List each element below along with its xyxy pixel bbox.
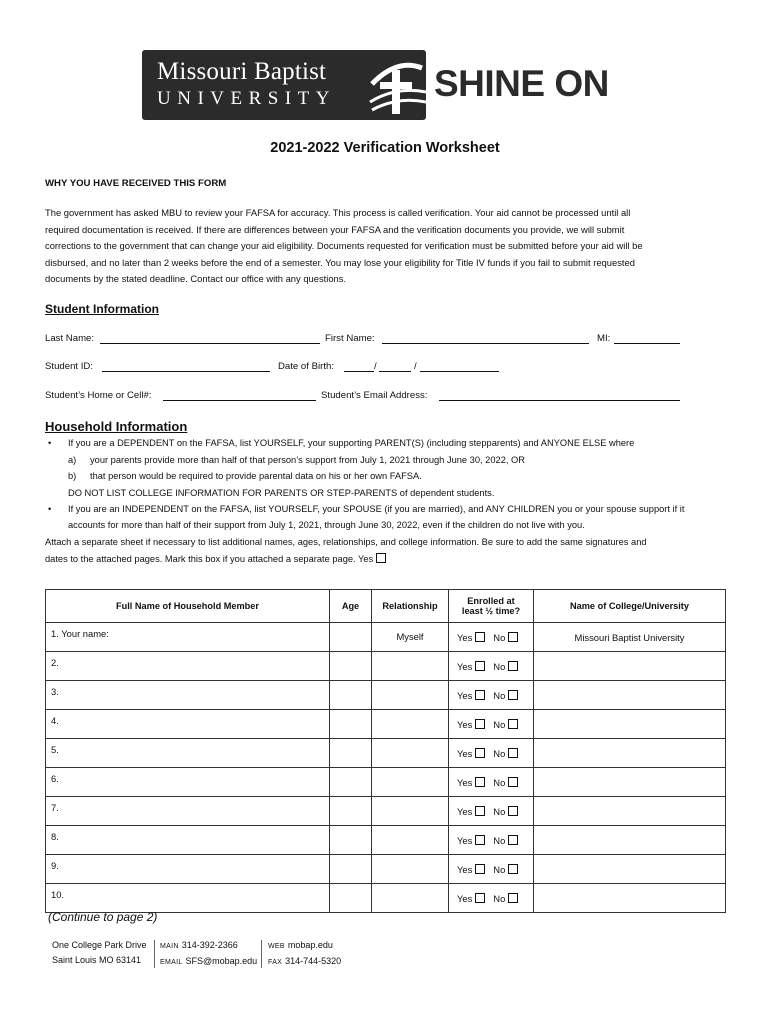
no-checkbox[interactable] xyxy=(508,661,518,671)
independent-instruction-cont: accounts for more than half of their support from July 1, 2021, through June 30, 2022, even if the children do not live with you. xyxy=(68,520,585,530)
household-info-heading: Household Information xyxy=(45,419,188,434)
college-value xyxy=(534,652,725,661)
sub-b-label: b) xyxy=(68,471,77,481)
college-cell[interactable] xyxy=(534,855,726,884)
member-name-cell[interactable] xyxy=(46,681,330,710)
row-number: 3. xyxy=(51,686,59,697)
yes-label: Yes xyxy=(457,719,473,730)
header-college: Name of College/University xyxy=(534,590,726,623)
enrolled-cell xyxy=(449,710,534,739)
dob-year-field[interactable] xyxy=(420,361,499,372)
yes-checkbox[interactable] xyxy=(475,661,485,671)
member-name-cell[interactable] xyxy=(46,826,330,855)
no-label: No xyxy=(493,893,506,904)
first-name-field[interactable] xyxy=(382,333,589,344)
no-checkbox[interactable] xyxy=(508,806,518,816)
college-value xyxy=(534,768,725,777)
relationship-value xyxy=(372,826,448,834)
footer-divider xyxy=(261,940,262,968)
header-enrolled-line1: Enrolled at xyxy=(467,596,515,606)
separate-page-checkbox[interactable] xyxy=(376,553,386,563)
age-cell[interactable] xyxy=(330,681,372,710)
address-line-2: Saint Louis MO 63141 xyxy=(52,955,142,965)
intro-line: documents by the stated deadline. Contact our office with any questions. xyxy=(45,273,347,284)
yes-label: Yes xyxy=(457,893,473,904)
member-name-cell[interactable] xyxy=(46,652,330,681)
enrolled-cell xyxy=(449,652,534,681)
member-name-cell[interactable] xyxy=(46,768,330,797)
no-label: No xyxy=(493,690,506,701)
age-cell[interactable] xyxy=(330,797,372,826)
college-cell[interactable] xyxy=(534,681,726,710)
age-cell[interactable] xyxy=(330,826,372,855)
member-name-cell[interactable] xyxy=(46,855,330,884)
relationship-value xyxy=(372,652,448,660)
no-label: No xyxy=(493,661,506,672)
age-cell[interactable] xyxy=(330,739,372,768)
college-cell[interactable] xyxy=(534,797,726,826)
footer-contact xyxy=(160,938,257,970)
intro-line: The government has asked MBU to review your FAFSA for accuracy. This process is called verification. Your aid cannot be processed until all xyxy=(45,207,631,218)
relationship-value xyxy=(372,768,448,776)
table-row xyxy=(46,710,726,739)
yes-label: Yes xyxy=(457,690,473,701)
footer-address xyxy=(52,938,147,968)
web-label: WEB xyxy=(268,943,285,950)
last-name-field[interactable] xyxy=(100,333,320,344)
no-label: No xyxy=(493,748,506,759)
relationship-cell[interactable] xyxy=(372,826,449,855)
relationship-cell[interactable] xyxy=(372,710,449,739)
yes-label: Yes xyxy=(457,864,473,875)
enrolled-cell xyxy=(449,797,534,826)
yes-checkbox[interactable] xyxy=(475,719,485,729)
yes-label: Yes xyxy=(457,661,473,672)
header-name: Full Name of Household Member xyxy=(46,590,330,623)
row-number: 1. Your name: xyxy=(51,628,109,639)
yes-label: Yes xyxy=(457,748,473,759)
footer-web-link[interactable]: mobap.edu xyxy=(287,940,333,950)
yes-label: Yes xyxy=(457,835,473,846)
relationship-cell[interactable] xyxy=(372,681,449,710)
table-row xyxy=(46,884,726,913)
college-cell[interactable] xyxy=(534,710,726,739)
row-number: 4. xyxy=(51,715,59,726)
relationship-value xyxy=(372,855,448,863)
enrolled-cell xyxy=(449,768,534,797)
college-value: Missouri Baptist University xyxy=(574,632,685,643)
no-checkbox[interactable] xyxy=(508,748,518,758)
attach-checkbox-row xyxy=(45,553,386,564)
enrolled-options xyxy=(457,806,518,817)
table-row xyxy=(46,652,726,681)
attach-instruction: Attach a separate sheet if necessary to list additional names, ages, relationships, and college information. Be sure to add the same signatures and xyxy=(45,537,647,547)
table-row xyxy=(46,797,726,826)
no-checkbox[interactable] xyxy=(508,690,518,700)
college-cell[interactable] xyxy=(534,652,726,681)
college-cell[interactable] xyxy=(534,739,726,768)
relationship-cell[interactable] xyxy=(372,739,449,768)
yes-checkbox[interactable] xyxy=(475,835,485,845)
no-label: No xyxy=(493,864,506,875)
age-cell[interactable] xyxy=(330,884,372,913)
no-label: No xyxy=(493,777,506,788)
logo-name: Missouri Baptist xyxy=(157,58,327,85)
age-cell[interactable] xyxy=(330,623,372,652)
no-label: No xyxy=(493,719,506,730)
yes-checkbox[interactable] xyxy=(475,864,485,874)
mi-field[interactable] xyxy=(614,333,680,344)
page-title: 2021-2022 Verification Worksheet xyxy=(270,140,500,156)
college-value xyxy=(534,797,725,806)
yes-checkbox[interactable] xyxy=(475,893,485,903)
enrolled-options xyxy=(457,690,518,701)
yes-checkbox[interactable] xyxy=(475,777,485,787)
why-heading: WHY YOU HAVE RECEIVED THIS FORM xyxy=(45,178,227,189)
dob-label: Date of Birth: xyxy=(278,361,334,372)
no-checkbox[interactable] xyxy=(508,864,518,874)
college-value xyxy=(534,826,725,835)
member-name-cell[interactable] xyxy=(46,623,330,652)
intro-paragraph xyxy=(45,205,705,288)
enrolled-options xyxy=(457,835,518,846)
relationship-value xyxy=(372,884,448,892)
relationship-cell[interactable] xyxy=(372,797,449,826)
enrolled-cell xyxy=(449,623,534,652)
household-table xyxy=(45,589,726,913)
yes-checkbox[interactable] xyxy=(475,748,485,758)
no-label: No xyxy=(493,632,506,643)
continue-note: (Continue to page 2) xyxy=(48,910,158,924)
fax-number: 314-744-5320 xyxy=(285,956,342,966)
sub-a-text: your parents provide more than half of that person’s support from July 1, 2021 through June 30, 2022, OR xyxy=(90,455,525,465)
relationship-cell[interactable] xyxy=(372,768,449,797)
row-number: 6. xyxy=(51,773,59,784)
college-value xyxy=(534,884,725,893)
age-cell[interactable] xyxy=(330,710,372,739)
enrolled-options xyxy=(457,893,518,904)
college-cell[interactable] xyxy=(534,623,726,652)
no-checkbox[interactable] xyxy=(508,893,518,903)
university-logo xyxy=(142,50,626,120)
name-row xyxy=(45,333,725,347)
college-cell[interactable] xyxy=(534,826,726,855)
contact-row xyxy=(45,390,725,404)
yes-label: Yes xyxy=(457,632,473,643)
do-not-list-note: DO NOT LIST COLLEGE INFORMATION FOR PARENTS OR STEP-PARENTS of dependent students. xyxy=(68,488,495,498)
college-value xyxy=(534,739,725,748)
age-cell[interactable] xyxy=(330,855,372,884)
email-field[interactable] xyxy=(439,390,680,401)
address-line-1: One College Park Drive xyxy=(52,940,147,950)
intro-line: required documentation is received. If there are differences between your FAFSA and the verification documents you provide, we will submit xyxy=(45,223,625,235)
table-row xyxy=(46,623,726,652)
email-label: Student’s Email Address: xyxy=(321,390,428,401)
first-name-label: First Name: xyxy=(325,333,375,344)
header-age: Age xyxy=(330,590,372,623)
logo-university: UNIVERSITY xyxy=(157,88,336,109)
relationship-value xyxy=(372,797,448,805)
sub-b-text: that person would be required to provide parental data on his or her own FAFSA. xyxy=(90,471,422,481)
relationship-value: Myself xyxy=(396,631,424,642)
table-row xyxy=(46,826,726,855)
mi-label: MI: xyxy=(597,333,611,344)
last-name-label: Last Name: xyxy=(45,333,95,344)
member-name-cell[interactable] xyxy=(46,710,330,739)
header-enrolled-line2: least ½ time? xyxy=(461,606,521,616)
dob-separator: / xyxy=(414,361,417,372)
header-relationship: Relationship xyxy=(372,590,449,623)
row-number: 5. xyxy=(51,744,59,755)
yes-checkbox[interactable] xyxy=(475,690,485,700)
row-number: 9. xyxy=(51,860,59,871)
id-row xyxy=(45,361,725,375)
member-name-cell[interactable] xyxy=(46,797,330,826)
table-row xyxy=(46,855,726,884)
main-phone: 314-392-2366 xyxy=(181,940,238,950)
relationship-cell[interactable] xyxy=(372,884,449,913)
dob-day-field[interactable] xyxy=(379,361,411,372)
enrolled-cell xyxy=(449,681,534,710)
no-checkbox[interactable] xyxy=(508,719,518,729)
bullet-icon: • xyxy=(48,438,52,448)
enrolled-options xyxy=(457,777,518,788)
independent-instruction: If you are an INDEPENDENT on the FAFSA, list YOURSELF, your SPOUSE (if you are married), and ANY CHILDREN you or your spouse support if it xyxy=(68,504,685,514)
relationship-value xyxy=(372,681,448,689)
phone-label: Student’s Home or Cell#: xyxy=(45,390,152,401)
student-id-field[interactable] xyxy=(102,361,270,372)
enrolled-options xyxy=(457,864,518,875)
no-checkbox[interactable] xyxy=(508,777,518,787)
row-number: 7. xyxy=(51,802,59,813)
table-header-row xyxy=(46,590,726,623)
enrolled-options xyxy=(457,661,518,672)
footer-email-link[interactable]: SFS@mobap.edu xyxy=(185,956,258,966)
yes-checkbox[interactable] xyxy=(475,632,485,642)
row-number: 2. xyxy=(51,657,59,668)
college-cell[interactable] xyxy=(534,768,726,797)
enrolled-options xyxy=(457,632,518,643)
relationship-cell[interactable] xyxy=(372,855,449,884)
relationship-value xyxy=(372,739,448,747)
dob-separator: / xyxy=(374,361,377,372)
relationship-cell[interactable] xyxy=(372,652,449,681)
table-row xyxy=(46,681,726,710)
relationship-value xyxy=(372,710,448,718)
age-cell[interactable] xyxy=(330,652,372,681)
member-name-cell[interactable] xyxy=(46,739,330,768)
enrolled-cell xyxy=(449,855,534,884)
attach-instruction-cont: dates to the attached pages. Mark this box if you attached a separate page. Yes xyxy=(45,554,374,564)
no-checkbox[interactable] xyxy=(508,632,518,642)
row-number: 8. xyxy=(51,831,59,842)
dependent-instruction: If you are a DEPENDENT on the FAFSA, list YOURSELF, your supporting PARENT(S) (including stepparents) and ANYONE ELSE where xyxy=(68,438,635,448)
enrolled-cell xyxy=(449,739,534,768)
college-value xyxy=(534,681,725,690)
enrolled-options xyxy=(457,748,518,759)
age-cell[interactable] xyxy=(330,768,372,797)
footer-divider xyxy=(154,940,155,968)
footer-web xyxy=(268,938,341,970)
yes-label: Yes xyxy=(457,777,473,788)
no-checkbox[interactable] xyxy=(508,835,518,845)
main-label: MAIN xyxy=(160,943,179,950)
no-label: No xyxy=(493,806,506,817)
fax-label: FAX xyxy=(268,959,283,966)
logo-tagline: SHINE ON xyxy=(434,63,609,104)
intro-line: corrections to the government that can change your aid eligibility. Documents requested for verification must be submitted before your aid will be xyxy=(45,240,643,251)
college-value xyxy=(534,855,725,864)
relationship-cell[interactable] xyxy=(372,623,449,652)
header-enrolled xyxy=(449,590,534,623)
phone-field[interactable] xyxy=(163,390,316,401)
enrolled-cell xyxy=(449,826,534,855)
dob-month-field[interactable] xyxy=(344,361,374,372)
intro-line: disbursed, and no later than 2 weeks before the end of a semester. You may lose your eligibility for Title IV funds if you fail to submit requested xyxy=(45,256,635,268)
sub-a-label: a) xyxy=(68,455,77,465)
student-id-label: Student ID: xyxy=(45,361,93,372)
student-info-heading: Student Information xyxy=(45,302,159,316)
college-value xyxy=(534,710,725,719)
college-cell[interactable] xyxy=(534,884,726,913)
yes-label: Yes xyxy=(457,806,473,817)
table-row xyxy=(46,739,726,768)
email-label: EMAIL xyxy=(160,959,183,966)
member-name-cell[interactable] xyxy=(46,884,330,913)
enrolled-options xyxy=(457,719,518,730)
bullet-icon: • xyxy=(48,504,52,514)
no-label: No xyxy=(493,835,506,846)
table-row xyxy=(46,768,726,797)
row-number: 10. xyxy=(51,889,65,900)
yes-checkbox[interactable] xyxy=(475,806,485,816)
enrolled-cell xyxy=(449,884,534,913)
cross-sunrise-icon xyxy=(368,56,426,116)
